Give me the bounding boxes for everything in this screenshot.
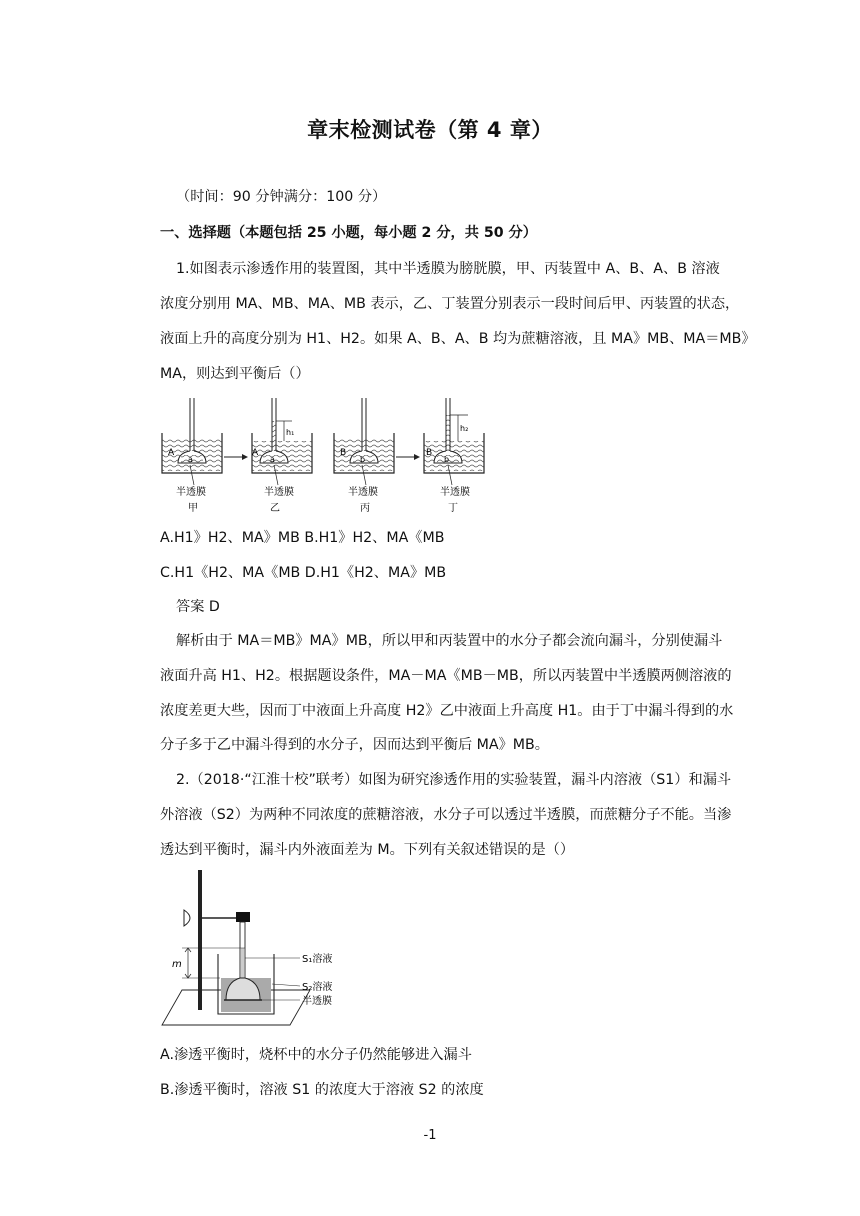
membrane-label: 半透膜: [440, 487, 470, 498]
page-title: 章末检测试卷（第 4 章）: [307, 118, 553, 142]
q2-line: 透达到平衡时，漏斗内外液面差为 M。下列有关叙述错误的是（）: [160, 842, 575, 858]
q1-analysis-line: 分子多于乙中漏斗得到的水分子，因而达到平衡后 MA》MB。: [160, 737, 549, 753]
q1-line: MA，则达到平衡后（）: [160, 366, 310, 382]
panel-ding: [424, 398, 484, 514]
panel-yi: [252, 398, 312, 514]
exam-meta: （时间：90 分钟满分：100 分）: [176, 189, 387, 205]
q1-line: 浓度分别用 MA、MB、MA、MB 表示，乙、丁装置分别表示一段时间后甲、丙装置的状态，: [160, 296, 740, 312]
inner-label: a: [270, 455, 275, 464]
q1-analysis-line: 浓度差更大些，因而丁中液面上升高度 H2》乙中液面上升高度 H1。由于丁中漏斗得到的水: [160, 703, 734, 719]
q1-answer: 答案 D: [176, 599, 220, 615]
q1-option-line: A.H1》H2、MA》MB B.H1》H2、MA《MB: [160, 530, 445, 546]
q2-option-line: A.渗透平衡时，烧杯中的水分子仍然能够进入漏斗: [160, 1047, 472, 1063]
s2-label: S₂溶液: [302, 982, 333, 993]
arrow-icon: [224, 454, 248, 460]
q2-line: 外溶液（S2）为两种不同浓度的蔗糖溶液，水分子可以透过半透膜，而蔗糖分子不能。当渗: [160, 807, 732, 823]
q2-apparatus-figure: [160, 868, 350, 1028]
inner-label: b: [360, 455, 366, 464]
membrane-label: 半透膜: [176, 487, 206, 498]
arrow-icon: [396, 454, 420, 460]
m-label: m: [172, 959, 182, 970]
q1-line: 1.如图表示渗透作用的装置图，其中半透膜为膀胱膜，甲、丙装置中 A、B、A、B 溶液: [176, 261, 720, 277]
panel-jia: [162, 398, 222, 514]
q1-option-line: C.H1《H2、MA《MB D.H1《H2、MA》MB: [160, 565, 447, 581]
outer-label: A: [252, 448, 259, 458]
height-label: h₁: [286, 428, 295, 437]
inner-label: b: [444, 455, 450, 464]
s1-label: S₁溶液: [302, 954, 333, 965]
panel-bing: [334, 398, 394, 514]
q2-option-line: B.渗透平衡时，溶液 S1 的浓度大于溶液 S2 的浓度: [160, 1082, 484, 1098]
q1-osmosis-figure: [160, 393, 520, 515]
page-number: -1: [423, 1128, 437, 1143]
membrane-label: 半透膜: [348, 487, 378, 498]
height-label: h₂: [460, 424, 469, 433]
outer-label: B: [340, 448, 347, 458]
panel-label: 乙: [270, 503, 280, 514]
q1-line: 液面上升的高度分别为 H1、H2。如果 A、B、A、B 均为蔗糖溶液，且 MA》MB、MA＝MB》: [160, 331, 756, 347]
panel-label: 丁: [448, 503, 458, 514]
membrane-label: 半透膜: [302, 996, 332, 1007]
q1-analysis-line: 液面升高 H1、H2。根据题设条件，MA－MA《MB－MB，所以丙装置中半透膜两侧溶液的: [160, 668, 732, 684]
inner-label: a: [188, 455, 193, 464]
panel-label: 甲: [188, 503, 198, 514]
outer-label: A: [168, 448, 175, 458]
section-heading: 一、选择题（本题包括 25 小题，每小题 2 分，共 50 分）: [160, 225, 537, 241]
q2-line: 2.（2018·“江淮十校”联考）如图为研究渗透作用的实验装置，漏斗内溶液（S1）和漏斗: [176, 772, 732, 788]
q1-analysis-line: 解析由于 MA＝MB》MA》MB，所以甲和丙装置中的水分子都会流向漏斗，分别使漏斗: [176, 633, 723, 649]
outer-label: B: [426, 448, 433, 458]
membrane-label: 半透膜: [264, 487, 294, 498]
panel-label: 丙: [360, 503, 370, 514]
